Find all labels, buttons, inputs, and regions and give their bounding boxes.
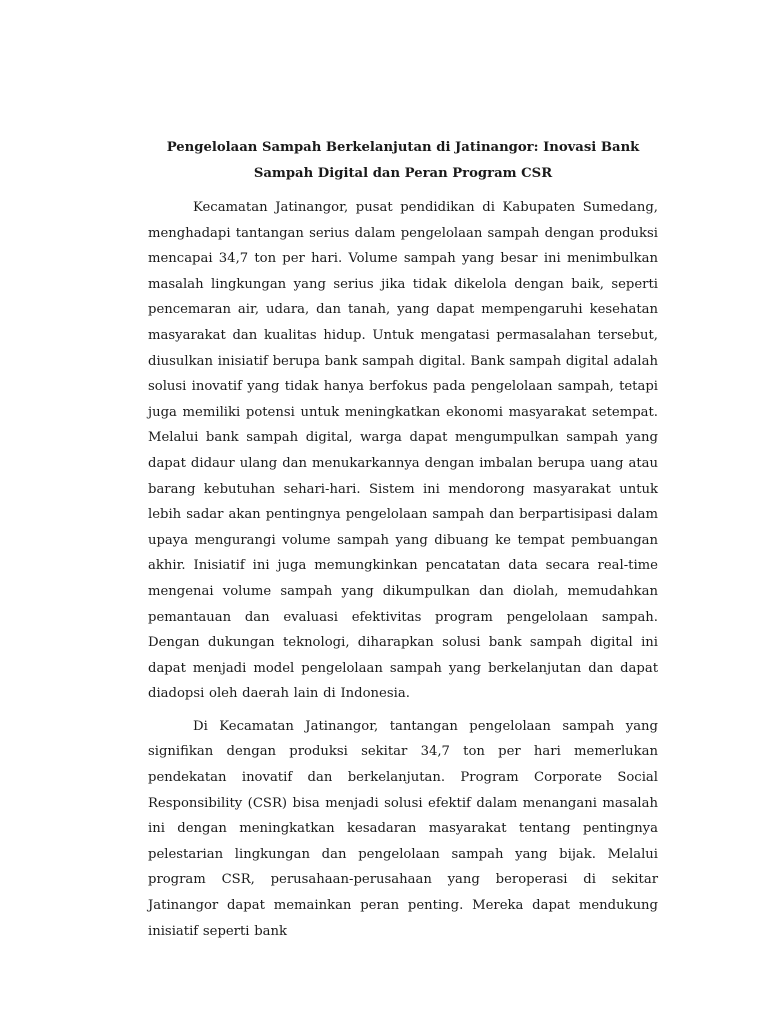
paragraph-2: Di Kecamatan Jatinangor, tantangan pengelolaan sampah yang signifikan dengan produksi sekitar 34,7 ton per hari memerlukan pendekatan inovatif dan berkelanjutan. Program Corporate Social Responsibility (CSR) bisa menjadi solusi efektif dalam menangani masalah ini dengan meningkatkan kesadaran masyarakat tentang pentingnya pelestarian lingkungan dan pengelolaan sampah yang bijak. Melalui program CSR, perusahaan-perusahaan yang beroperasi di sekitar Jatinangor dapat memainkan peran penting. Mereka dapat mendukung inisiatif seperti bank: [148, 718, 658, 939]
document-title: Pengelolaan Sampah Berkelanjutan di Jatinangor: Inovasi Bank Sampah Digital dan Peran Program CSR: [166, 140, 640, 181]
document-body: [148, 135, 658, 951]
paragraph-1: Kecamatan Jatinangor, pusat pendidikan di Kabupaten Sumedang, menghadapi tantangan serius dalam pengelolaan sampah dengan produksi mencapai 34,7 ton per hari. Volume sampah yang besar ini menimbulkan masalah lingkungan yang serius jika tidak dikelola dengan baik, seperti pencemaran air, udara, dan tanah, yang dapat mempengaruhi kesehatan masyarakat dan kualitas hidup. Untuk mengatasi permasalahan tersebut, diusulkan inisiatif berupa bank sampah digital. Bank sampah digital adalah solusi inovatif yang tidak hanya berfokus pada pengelolaan sampah, tetapi juga memiliki potensi untuk meningkatkan ekonomi masyarakat setempat. Melalui bank sampah digital, warga dapat mengumpulkan sampah yang dapat didaur ulang dan menukarkannya dengan imbalan berupa uang atau barang kebutuhan sehari-hari. Sistem ini mendorong masyarakat untuk lebih sadar akan pentingnya pengelolaan sampah dan berpartisipasi dalam upaya mengurangi volume sampah yang dibuang ke tempat pembuangan akhir. Inisiatif ini juga memungkinkan pencatatan data secara real-time mengenai volume sampah yang dikumpulkan dan diolah, memudahkan pemantauan dan evaluasi efektivitas program pengelolaan sampah. Dengan dukungan teknologi, diharapkan solusi bank sampah digital ini dapat menjadi model pengelolaan sampah yang berkelanjutan dan dapat diadopsi oleh daerah lain di Indonesia.: [148, 200, 658, 702]
